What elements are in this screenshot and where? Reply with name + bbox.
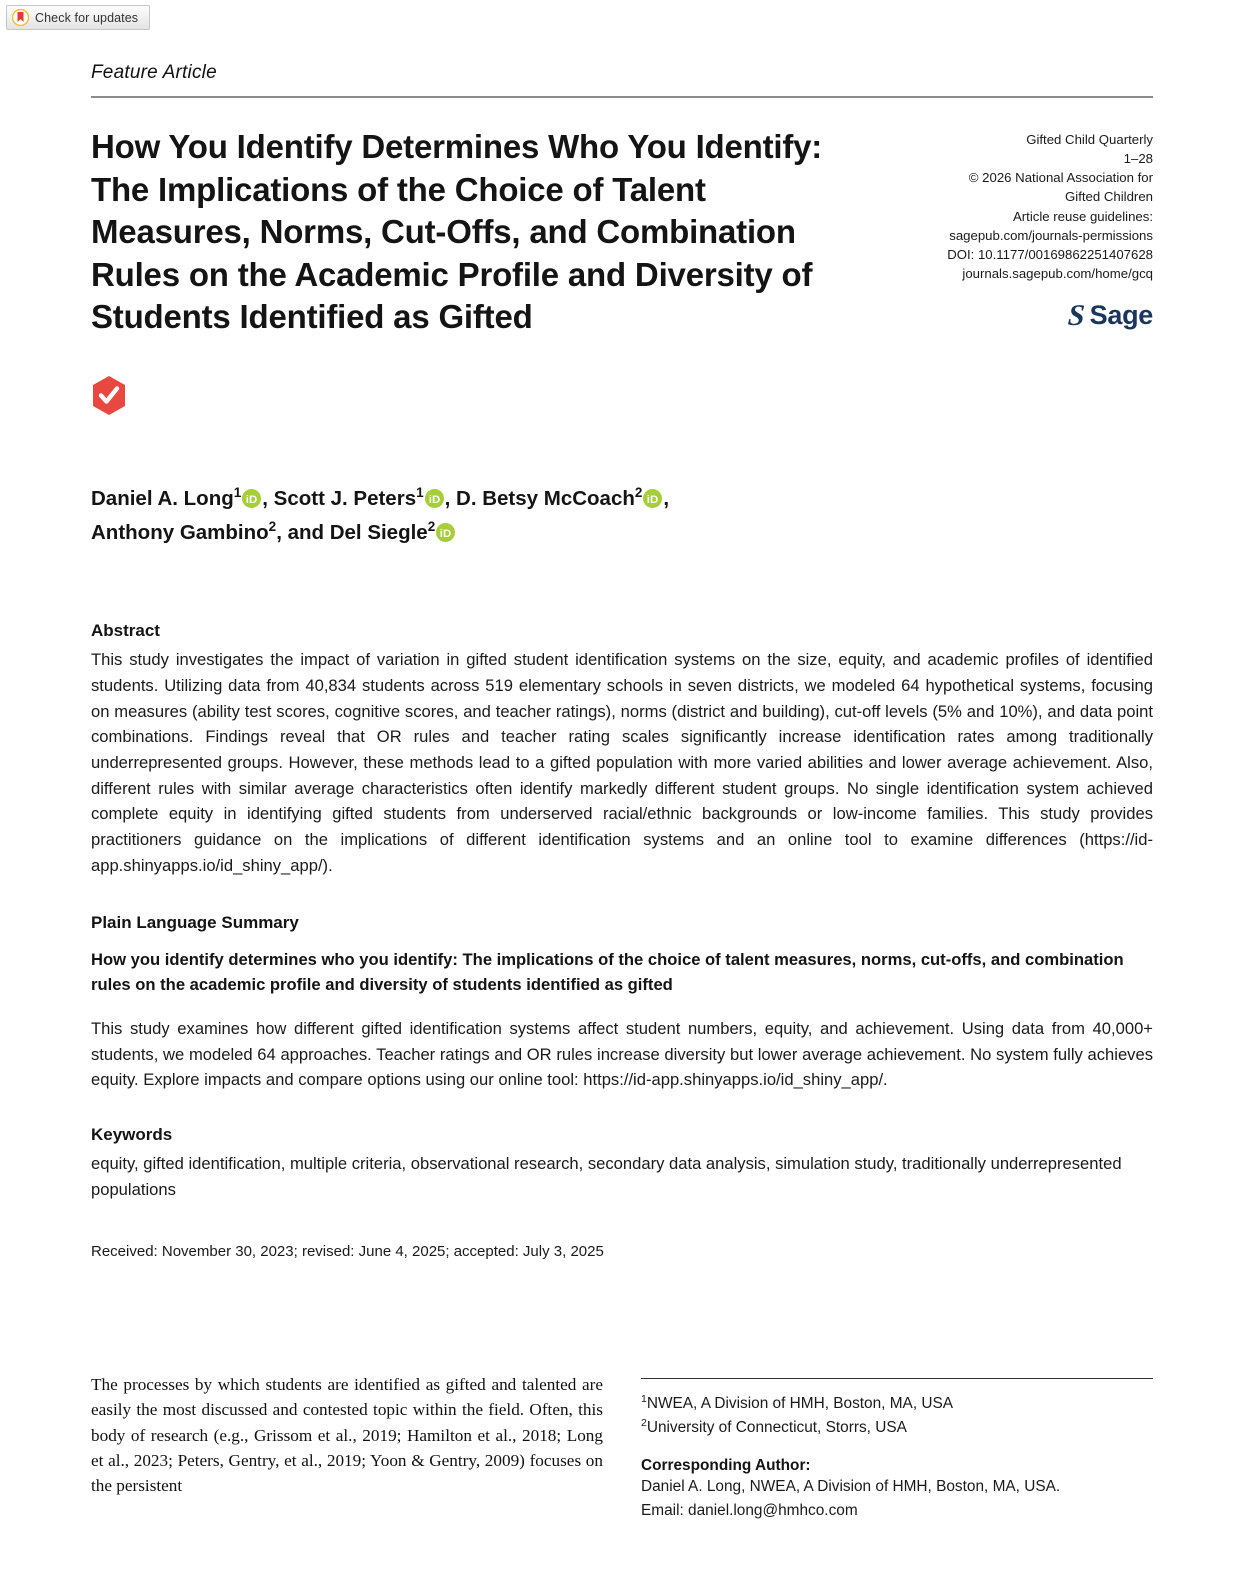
orcid-icon[interactable] [242,486,261,517]
author-name-3: , D. Betsy McCoach [444,486,635,510]
header-divider [91,96,1153,98]
abstract-section [91,621,1153,878]
author-affiliation-marker-4: 2 [268,519,277,535]
corresponding-author-name: Daniel A. Long, NWEA, A Division of HMH, Boston, MA, USA. [641,1478,1061,1495]
title-block [91,126,831,421]
author-name-2: , Scott J. Peters [262,486,417,510]
plain-language-summary-title: How you identify determines who you identify: The implications of the choice of talent measures, norms, cut-offs, and combination rules on the academic profile and diversity of students identified as gifted [91,949,1124,995]
author-name-1: Daniel A. Long [91,486,234,510]
abstract-heading: Abstract [91,621,160,641]
orcid-icon[interactable] [436,520,455,551]
affiliation-2 [641,1416,1153,1440]
corresponding-author-email[interactable]: Email: daniel.long@hmhco.com [641,1501,858,1519]
sage-s-mark: S [1066,298,1086,332]
orcid-icon[interactable] [425,486,444,517]
journal-name: Gifted Child Quarterly [1026,132,1153,147]
journal-homepage-link[interactable]: journals.sagepub.com/home/gcq [962,265,1153,281]
author-name-4: Anthony Gambino [91,520,269,544]
author-affiliation-marker-2: 1 [416,484,424,500]
article-content [91,62,1153,1260]
page-range: 1–28 [1123,151,1153,167]
sage-publisher-logo [903,296,1153,335]
copyright-line-1: © 2026 National Association for [968,170,1153,186]
body-text-column [91,1372,603,1523]
body-paragraph: The processes by which students are identified as gifted and talented are easily the most discussed and contested topic within the field. Often, this body of research (e.g., Grissom et al., 2019; Hamilton et al., 2018; Long et al., 2023; Peters, Gentry, et al., 2019; Yoon & Gentry, 2009) focuses on the persistent [91,1375,603,1496]
orcid-icon[interactable] [643,486,662,517]
affiliation-1-text: NWEA, A Division of HMH, Boston, MA, USA [646,1395,954,1413]
reuse-guidelines-label: Article reuse guidelines: [1012,208,1153,224]
author-separator: , [663,486,670,510]
svg-text:iD: iD [246,493,258,506]
svg-text:iD: iD [440,527,452,540]
affiliation-marker-2: 2 [641,1418,647,1429]
plain-language-summary-section [91,913,1153,1094]
copyright-line-2: Gifted Children [1065,189,1153,205]
article-type-label: Feature Article [91,62,217,83]
author-affiliation-marker-5: 2 [427,519,436,535]
svg-text:iD: iD [647,493,659,506]
author-list [91,483,851,551]
affiliation-marker-1: 1 [641,1394,647,1405]
corresponding-author-heading: Corresponding Author: [641,1457,811,1474]
keywords-heading: Keywords [91,1125,173,1145]
affiliations-column [641,1372,1153,1523]
crossmark-badge[interactable] [91,375,831,421]
author-affiliation-marker-1: 1 [233,484,242,500]
doi-text[interactable]: DOI: 10.1177/00169862251407628 [947,246,1153,262]
received-dates: Received: November 30, 2023; revised: June 4, 2025; accepted: July 3, 2025 [91,1242,604,1260]
check-for-updates-label: Check for updates [35,10,139,25]
page-title: How You Identify Determines Who You Identify: The Implications of the Choice of Talent Measures, Norms, Cut-Offs, and Combination Rules on the Academic Profile and Diversity of Students Identified as Gifted [91,128,823,336]
keywords-section [91,1125,1153,1202]
plain-language-summary-text: This study examines how different gifted identification systems affect student numbers, equity, and achievement. Using data from 40,000+ students, we modeled 64 approaches. Teacher ratings and OR rules increase diversity but lower average achievement. No system fully achieves equity. Explore impacts and compare options using our online tool: https://id-app.shinyapps.io/id_shiny_app/. [91,1019,1153,1090]
plain-language-summary-heading: Plain Language Summary [91,912,299,932]
affiliation-2-text: University of Connecticut, Storrs, USA [646,1419,907,1437]
bottom-columns [91,1372,1153,1523]
abstract-text: This study investigates the impact of variation in gifted student identification systems on the size, equity, and academic profiles of identified students. Utilizing data from 40,834 students across 519 elementary schools in seven districts, we modeled 64 hypothetical systems, focusing on measures (ability test scores, cognitive scores, and teacher ratings), norms (district and building), cut-off levels (5% and 10%), and data point combinations. Findings reveal that OR rules and teacher rating scales significantly increase identification rates among traditionally underrepresented groups. However, these methods lead to a gifted population with more varied abilities and lower average achievement. Also, different rules with similar average characteristics often identify markedly different student groups. No single identification system achieved complete equity in identifying gifted students from underserved racial/ethnic backgrounds or low-income families. This study provides practitioners guidance on the implications of different identification systems and an online tool to examine differences (https://id-app.shinyapps.io/id_shiny_app/). [91,650,1153,875]
affiliations-divider [641,1378,1153,1379]
title-and-masthead-row [91,126,1153,421]
affiliation-1 [641,1392,1153,1416]
crossmark-verified-icon [91,375,127,416]
svg-text:iD: iD [428,493,440,506]
author-affiliation-marker-3: 2 [634,484,643,500]
keywords-text: equity, gifted identification, multiple criteria, observational research, secondary data analysis, simulation study, traditionally underrepresented populations [91,1154,1122,1199]
sage-wordmark: Sage [1089,300,1153,331]
author-name-5: , and Del Siegle [276,520,428,544]
permissions-link[interactable]: sagepub.com/journals-permissions [949,227,1153,243]
journal-masthead [903,126,1153,335]
